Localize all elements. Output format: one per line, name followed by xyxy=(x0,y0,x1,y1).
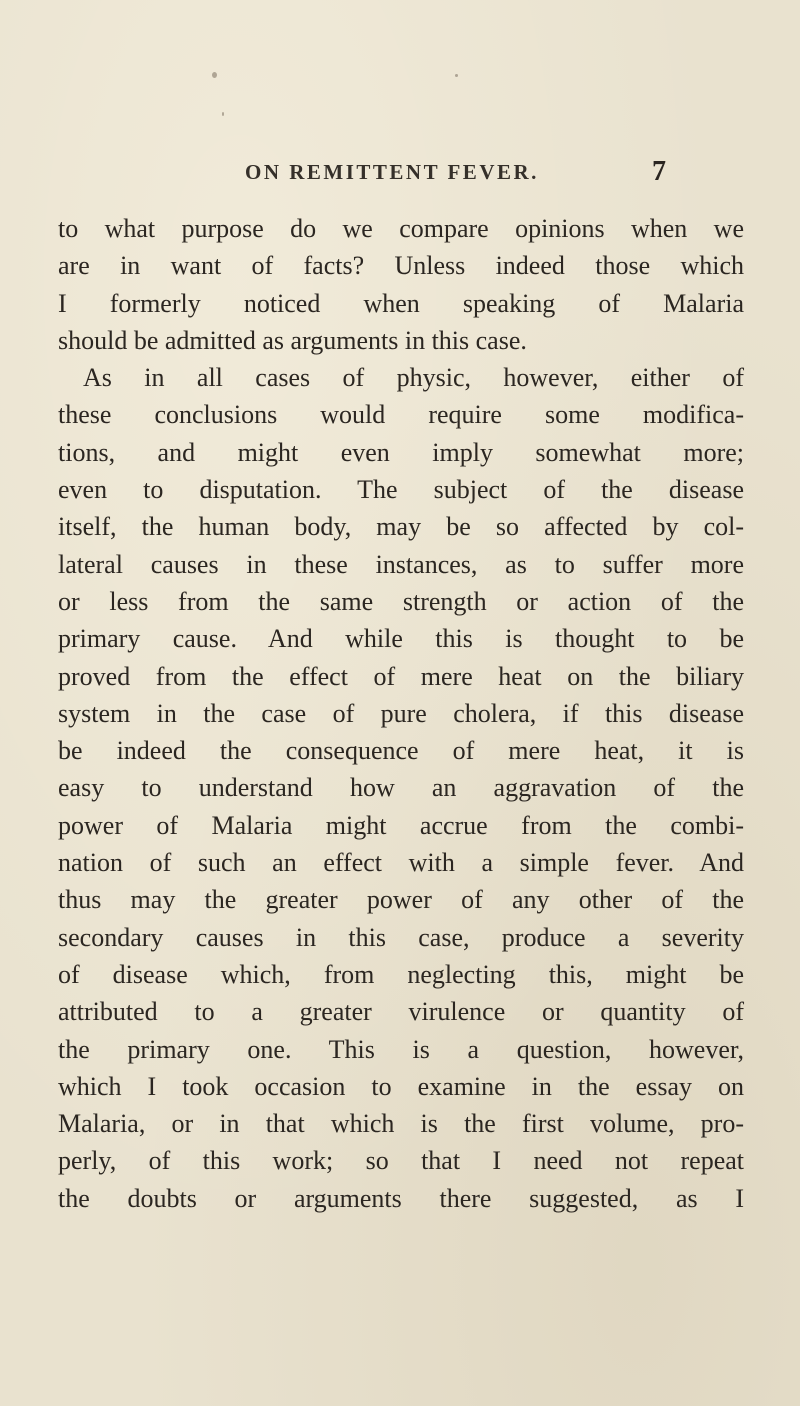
text-line: proved from the effect of mere heat on the biliary xyxy=(58,661,744,691)
text-line: itself, the human body, may be so affected by col- xyxy=(58,512,744,542)
text-line: are in want of facts? Unless indeed those which xyxy=(58,251,744,281)
text-line: perly, of this work; so that I need not repeat xyxy=(58,1146,744,1176)
text-line: attributed to a greater virulence or quantity of xyxy=(58,997,744,1027)
text-line: the doubts or arguments there suggested, as I xyxy=(58,1183,744,1213)
running-head: ON REMITTENT FEVER. xyxy=(245,160,539,184)
text-line: power of Malaria might accrue from the combi- xyxy=(58,810,744,840)
text-line: secondary causes in this case, produce a severity xyxy=(58,922,744,952)
text-line: of disease which, from neglecting this, might be xyxy=(58,959,744,989)
text-line: these conclusions would require some modifica- xyxy=(58,400,744,430)
text-line: primary cause. And while this is thought to be xyxy=(58,624,744,654)
text-line: the primary one. This is a question, however, xyxy=(58,1034,744,1064)
ink-speck xyxy=(455,74,458,77)
page-number: 7 xyxy=(652,156,666,187)
text-line: Malaria, or in that which is the first volume, pro- xyxy=(58,1109,744,1139)
text-line: I formerly noticed when speaking of Malaria xyxy=(58,288,744,318)
text-line: system in the case of pure cholera, if this disease xyxy=(58,698,744,728)
text-line: lateral causes in these instances, as to suffer more xyxy=(58,549,744,579)
page-header xyxy=(0,156,800,200)
text-line: tions, and might even imply somewhat more; xyxy=(58,437,744,467)
text-line: As in all cases of physic, however, either of xyxy=(83,363,744,393)
ink-speck xyxy=(222,112,224,116)
text-line: to what purpose do we compare opinions when we xyxy=(58,214,744,243)
text-line: should be admitted as arguments in this case. xyxy=(58,325,527,355)
text-line: which I took occasion to examine in the essay on xyxy=(58,1071,744,1101)
text-line: nation of such an effect with a simple fever. And xyxy=(58,848,744,878)
text-line: easy to understand how an aggravation of the xyxy=(58,773,744,803)
text-line: be indeed the consequence of mere heat, it is xyxy=(58,736,744,766)
text-line: or less from the same strength or action of the xyxy=(58,586,744,616)
text-body xyxy=(58,210,744,1217)
text-line: even to disputation. The subject of the disease xyxy=(58,475,744,505)
text-line: thus may the greater power of any other of the xyxy=(58,885,744,915)
ink-speck xyxy=(212,72,217,78)
